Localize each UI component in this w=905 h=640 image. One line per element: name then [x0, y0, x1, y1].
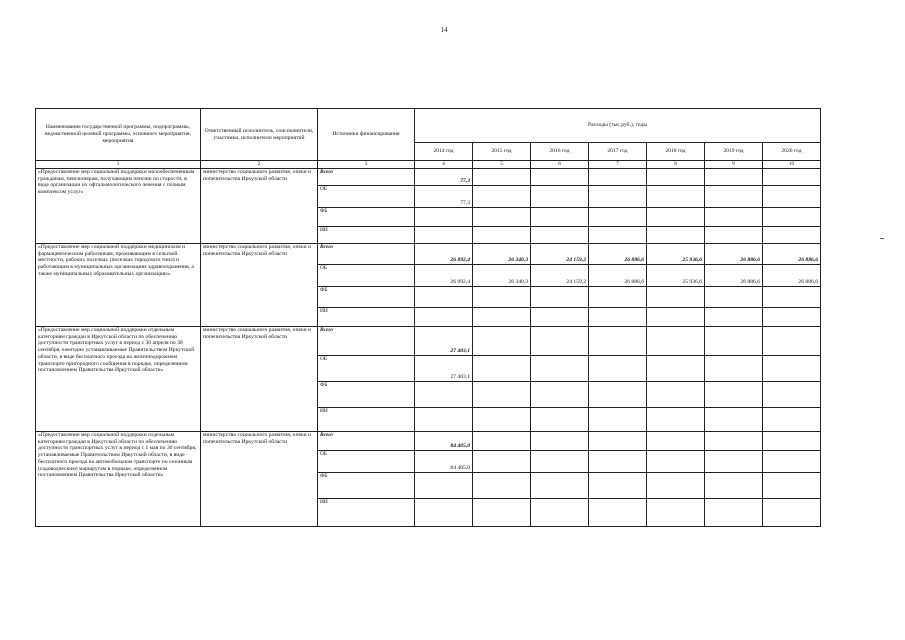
expense-value	[589, 473, 647, 499]
funding-source: ФБ	[318, 382, 415, 408]
expense-value: 84 405,0	[415, 451, 473, 473]
expense-value	[589, 169, 647, 186]
executor-name: министерство социального развития, опеки и попечительства Иркутской области	[201, 327, 318, 432]
expense-value	[763, 499, 821, 527]
expense-value	[705, 308, 763, 327]
expense-value	[589, 382, 647, 408]
expense-value	[589, 408, 647, 432]
expense-value	[531, 473, 589, 499]
expense-value	[415, 499, 473, 527]
expense-value: 77,3	[415, 186, 473, 208]
column-number: 2	[201, 161, 318, 169]
funding-source: ОБ	[318, 265, 415, 287]
expense-value	[589, 432, 647, 451]
expense-value	[415, 382, 473, 408]
expense-value: 26 340,3	[473, 244, 531, 265]
expense-value	[763, 287, 821, 308]
expense-value	[647, 432, 705, 451]
expense-value	[473, 208, 531, 227]
expense-value	[589, 287, 647, 308]
expense-value	[763, 408, 821, 432]
expense-value	[589, 308, 647, 327]
expense-value	[763, 327, 821, 356]
expense-value	[473, 186, 531, 208]
funding-source: ОБ	[318, 451, 415, 473]
column-number: 7	[589, 161, 647, 169]
expense-value	[415, 208, 473, 227]
expense-value	[763, 382, 821, 408]
expense-value: 26 886,6	[589, 265, 647, 287]
expense-value	[647, 186, 705, 208]
expense-value	[705, 186, 763, 208]
expense-value	[531, 186, 589, 208]
expense-value	[647, 287, 705, 308]
expense-value	[763, 356, 821, 382]
expense-value	[415, 227, 473, 244]
expense-value	[589, 208, 647, 227]
funding-source: ФБ	[318, 208, 415, 227]
header-name: Наименование государственной программы, подпрограммы, ведомственной целевой программы, основного мероприятия, мероприятия	[36, 109, 201, 161]
header-year: 2017 год	[589, 143, 647, 161]
page-number: 14	[440, 26, 448, 34]
table-row	[36, 244, 821, 265]
executor-name: министерство социального развития, опеки и попечительства Иркутской области	[201, 244, 318, 327]
funding-source: ОБ	[318, 186, 415, 208]
expense-value	[473, 356, 531, 382]
expense-value	[705, 169, 763, 186]
expense-value: 24 159,2	[531, 265, 589, 287]
header-source: Источники финансирования	[318, 109, 415, 161]
expense-value	[647, 451, 705, 473]
expense-value	[705, 451, 763, 473]
expense-value	[473, 473, 531, 499]
expense-value	[589, 327, 647, 356]
expense-value	[415, 473, 473, 499]
table-row	[36, 327, 821, 356]
expense-value	[531, 227, 589, 244]
expense-value	[763, 227, 821, 244]
expense-value	[763, 169, 821, 186]
expense-value	[763, 473, 821, 499]
expense-value: 26 886,6	[589, 244, 647, 265]
expense-value	[647, 408, 705, 432]
table-row	[36, 169, 821, 186]
expense-value	[763, 451, 821, 473]
expense-value	[647, 169, 705, 186]
expense-value: 25 936,6	[647, 244, 705, 265]
funding-source: ОБ	[318, 356, 415, 382]
expense-value	[763, 208, 821, 227]
column-number: 3	[318, 161, 415, 169]
expense-value	[705, 356, 763, 382]
expense-value	[589, 356, 647, 382]
activity-name: «Предоставление мер социальной поддержки медицинским и фармацевтическим работникам, проживающим в сельской местности, рабочих поселках (поселках городского типа) и работающим в муниципальных организациях здравоохранения, а также муниципальных образовательных организациях»	[36, 244, 201, 327]
expense-value	[473, 287, 531, 308]
expense-value: 27 403,1	[415, 327, 473, 356]
expense-value	[473, 169, 531, 186]
expense-value	[531, 169, 589, 186]
expense-value	[647, 308, 705, 327]
expense-value	[473, 451, 531, 473]
expense-value	[473, 382, 531, 408]
expense-value	[531, 208, 589, 227]
activity-name: «Предоставление мер социальной поддержки малообеспеченным гражданам, пенсионерам, получающим пенсию по старости, в виде организации их офтальмологического лечения с полным комплексом услуг»	[36, 169, 201, 244]
header-year: 2016 год	[531, 143, 589, 161]
expense-value	[647, 327, 705, 356]
funding-source: ИИ	[318, 227, 415, 244]
funding-source: ИИ	[318, 408, 415, 432]
funding-source: ФБ	[318, 473, 415, 499]
expense-value	[647, 499, 705, 527]
expense-value	[763, 186, 821, 208]
expense-value	[647, 227, 705, 244]
executor-name: министерство социального развития, опеки и попечительства Иркутской области	[201, 432, 318, 527]
expense-value	[531, 287, 589, 308]
expense-value	[647, 208, 705, 227]
expense-value: 77,3	[415, 169, 473, 186]
expense-value: 27 403,1	[415, 356, 473, 382]
expense-value	[531, 499, 589, 527]
header-executor: Ответственный исполнитель, соисполнители, участники, исполнители мероприятий	[201, 109, 318, 161]
column-number: 6	[531, 161, 589, 169]
expense-value: 26 886,6	[705, 244, 763, 265]
edge-mark	[880, 238, 884, 239]
funding-source: Всего	[318, 169, 415, 186]
expense-value	[589, 186, 647, 208]
expense-value	[705, 432, 763, 451]
expense-value: 26 340,3	[473, 265, 531, 287]
expense-value	[647, 356, 705, 382]
table-body	[36, 169, 821, 527]
header-year: 2018 год	[647, 143, 705, 161]
expense-value	[473, 308, 531, 327]
column-number: 5	[473, 161, 531, 169]
expense-value	[763, 432, 821, 451]
expense-value	[705, 327, 763, 356]
expense-value	[473, 327, 531, 356]
funding-source: Всего	[318, 432, 415, 451]
expense-value: 26 892,4	[415, 265, 473, 287]
expense-value	[589, 227, 647, 244]
header-year: 2019 год	[705, 143, 763, 161]
expense-value	[415, 308, 473, 327]
expense-value	[531, 356, 589, 382]
expense-value: 26 886,6	[705, 265, 763, 287]
expense-value	[473, 499, 531, 527]
table-row	[36, 432, 821, 451]
funding-source: Всего	[318, 327, 415, 356]
expense-value: 84 405,0	[415, 432, 473, 451]
expense-value	[531, 408, 589, 432]
funding-source: ФБ	[318, 287, 415, 308]
column-number: 9	[705, 161, 763, 169]
header-year: 2015 год	[473, 143, 531, 161]
expense-value	[705, 473, 763, 499]
activity-name: «Предоставление мер социальной поддержки отдельным категориям граждан в Иркутской области по обеспечению доступности транспортных услуг в период с 1 мая по 30 сентября, устанавливаемые Правительством Иркутской области, в виде бесплатного проезда на автомобильном транспорте по сезонным (садоводческим) маршрутам в порядке, определенном постановлением Правительства Иркутской области»	[36, 432, 201, 527]
expense-value	[647, 382, 705, 408]
expense-value	[531, 451, 589, 473]
expense-value	[531, 308, 589, 327]
header-expenses: Расходы (тыс.руб.), годы	[415, 109, 821, 143]
expense-value: 26 886,6	[763, 244, 821, 265]
expense-value	[647, 473, 705, 499]
expense-value	[705, 287, 763, 308]
activity-name: «Предоставление мер социальной поддержки отдельным категориям граждан в Иркутской области по обеспечению доступности транспортных услуг в период с 30 апреля по 30 сентября, ежегодно устанавливаемые Правительством Иркутской области, в виде бесплатного проезда на железнодорожном транспорте пригородного сообщения в порядке, определенном постановлением Правительства Иркутской области»	[36, 327, 201, 432]
expense-value	[415, 287, 473, 308]
funding-source: ИИ	[318, 308, 415, 327]
expense-value	[589, 451, 647, 473]
funding-source: Всего	[318, 244, 415, 265]
expense-value	[473, 227, 531, 244]
expense-value	[705, 382, 763, 408]
expense-value	[473, 408, 531, 432]
header-year: 2014 год	[415, 143, 473, 161]
column-number: 10	[763, 161, 821, 169]
expense-value	[589, 499, 647, 527]
expense-value: 24 159,2	[531, 244, 589, 265]
executor-name: министерство социального развития, опеки и попечительства Иркутской области	[201, 169, 318, 244]
expense-value	[473, 432, 531, 451]
expense-value	[705, 408, 763, 432]
expense-value	[705, 227, 763, 244]
expense-value: 25 936,6	[647, 265, 705, 287]
column-number: 1	[36, 161, 201, 169]
expense-value: 26 892,4	[415, 244, 473, 265]
expense-value	[531, 432, 589, 451]
expense-value	[763, 308, 821, 327]
expense-value	[531, 382, 589, 408]
expense-value	[705, 499, 763, 527]
funding-source: ИИ	[318, 499, 415, 527]
column-number: 8	[647, 161, 705, 169]
header-year: 2020 год	[763, 143, 821, 161]
expense-value: 26 886,6	[763, 265, 821, 287]
column-number: 4	[415, 161, 473, 169]
expense-value	[531, 327, 589, 356]
budget-table	[35, 108, 821, 527]
expense-value	[415, 408, 473, 432]
expense-value	[705, 208, 763, 227]
